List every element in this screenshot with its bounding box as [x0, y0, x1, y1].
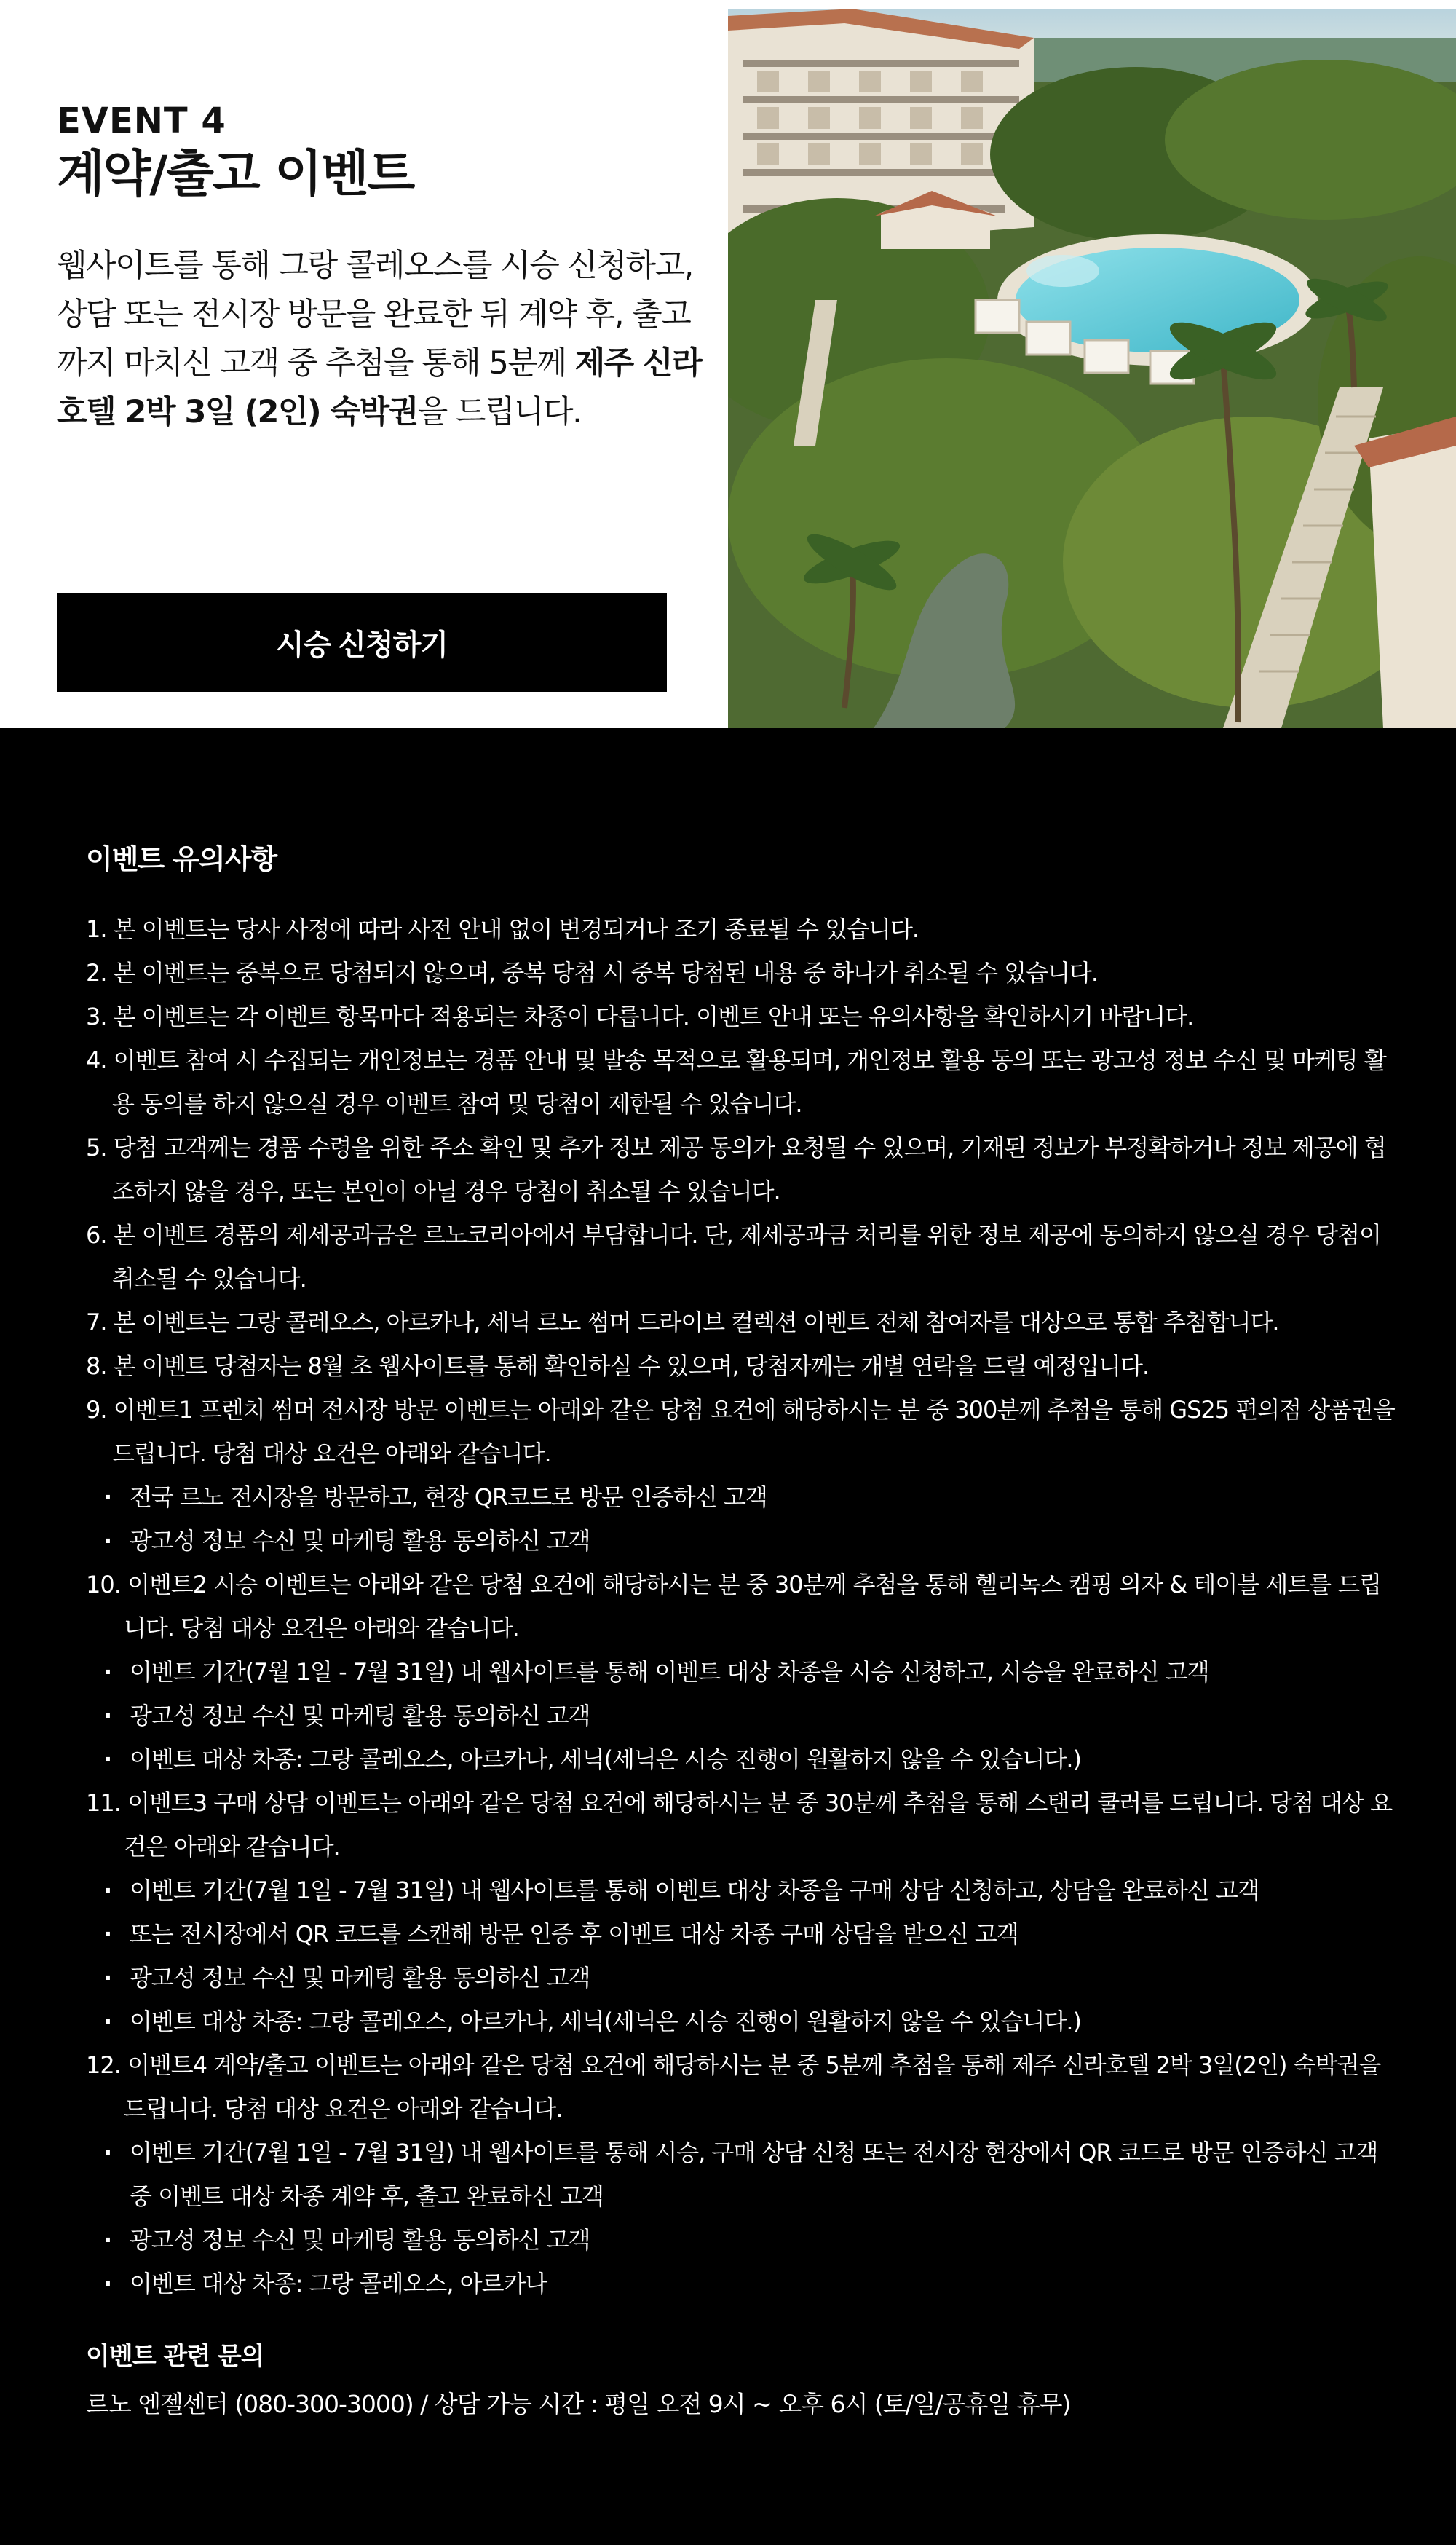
event-description — [57, 242, 712, 437]
notice-title: 이벤트 유의사항 — [86, 843, 277, 875]
notice-subitem: · 이벤트 기간(7월 1일 - 7월 31일) 내 웹사이트를 통해 이벤트 대상 차종을 구매 상담 신청하고, 상담을 완료하신 고객 — [86, 1869, 1396, 1912]
notice-subitem: · 이벤트 기간(7월 1일 - 7월 31일) 내 웹사이트를 통해 시승, 구매 상담 신청 또는 전시장 현장에서 QR 코드로 방문 인증하신 고객 중 이벤트 대상 차종 계약 후, 출고 완료하신 고객 — [86, 2131, 1396, 2218]
notice-item-7: 7. 본 이벤트는 그랑 콜레오스, 아르카나, 세닉 르노 썸머 드라이브 컬렉션 이벤트 전체 참여자를 대상으로 통합 추첨합니다. — [86, 1309, 1279, 1336]
notice-item-3: 3. 본 이벤트는 각 이벤트 항목마다 적용되는 차종이 다릅니다. 이벤트 안내 또는 유의사항을 확인하시기 바랍니다. — [86, 1003, 1194, 1030]
notice-item-10: 10. 이벤트2 시승 이벤트는 아래와 같은 당첨 요건에 해당하시는 분 중 30분께 추첨을 통해 헬리녹스 캠핑 의자 & 테이블 세트를 드립니다. 당첨 대상 요건은 아래와 같습니다. — [86, 1571, 1382, 1642]
event4-text-block — [57, 100, 712, 437]
event-title: 계약/출고 이벤트 — [57, 146, 414, 203]
contact-title: 이벤트 관련 문의 — [86, 2342, 264, 2371]
contact-info: 르노 엔젤센터 (080-300-3000) / 상담 가능 시간 : 평일 오전 9시 ~ 오후 6시 (토/일/공휴일 휴무) — [86, 2390, 1071, 2418]
event-description-part2: 을 드립니다. — [417, 394, 582, 430]
event-label: EVENT 4 — [57, 100, 226, 141]
notice-subitem: · 또는 전시장에서 QR 코드를 스캔해 방문 인증 후 이벤트 대상 차종 구매 상담을 받으신 고객 — [86, 1912, 1396, 1956]
notice-subitem: · 이벤트 대상 차종: 그랑 콜레오스, 아르카나, 세닉(세닉은 시승 진행이 원활하지 않을 수 있습니다.) — [86, 1737, 1396, 1781]
event-notice-section — [86, 839, 1396, 2428]
notice-item-12: 12. 이벤트4 계약/출고 이벤트는 아래와 같은 당첨 요건에 해당하시는 분 중 5분께 추첨을 통해 제주 신라호텔 2박 3일(2인) 숙박권을 드립니다. 당첨 대상 요건은 아래와 같습니다. — [86, 2051, 1381, 2123]
notice-list — [86, 907, 1396, 2305]
notice-subitem: · 이벤트 대상 차종: 그랑 콜레오스, 아르카나, 세닉(세닉은 시승 진행이 원활하지 않을 수 있습니다.) — [86, 2000, 1396, 2043]
notice-item-4: 4. 이벤트 참여 시 수집되는 개인정보는 경품 안내 및 발송 목적으로 활용되며, 개인정보 활용 동의 또는 광고성 정보 수신 및 마케팅 활용 동의를 하지 않으실 경우 이벤트 참여 및 당첨이 제한될 수 있습니다. — [86, 1046, 1386, 1118]
hotel-resort-photo — [728, 9, 1456, 728]
notice-item-1: 1. 본 이벤트는 당사 사정에 따라 사전 안내 없이 변경되거나 조기 종료될 수 있습니다. — [86, 915, 919, 943]
test-drive-apply-button[interactable]: 시승 신청하기 — [57, 593, 667, 692]
event-contact — [86, 2336, 1396, 2428]
notice-subitem: · 전국 르노 전시장을 방문하고, 현장 QR코드로 방문 인증하신 고객 — [86, 1475, 1396, 1519]
event-description-part1: 웹사이트를 통해 그랑 콜레오스를 시승 신청하고, 상담 또는 전시장 방문을 완료한 뒤 계약 후, 출고까지 마치신 고객 중 추첨을 통해 5분께 — [57, 248, 693, 382]
notice-item-6: 6. 본 이벤트 경품의 제세공과금은 르노코리아에서 부담합니다. 단, 제세공과금 처리를 위한 정보 제공에 동의하지 않으실 경우 당첨이 취소될 수 있습니다. — [86, 1221, 1381, 1293]
notice-item-8: 8. 본 이벤트 당첨자는 8월 초 웹사이트를 통해 확인하실 수 있으며, 당첨자께는 개별 연락을 드릴 예정입니다. — [86, 1352, 1150, 1380]
notice-subitem: · 광고성 정보 수신 및 마케팅 활용 동의하신 고객 — [86, 1519, 1396, 1563]
hotel-resort-illustration — [728, 9, 1456, 728]
notice-subitem: · 광고성 정보 수신 및 마케팅 활용 동의하신 고객 — [86, 1956, 1396, 2000]
notice-item-9: 9. 이벤트1 프렌치 썸머 전시장 방문 이벤트는 아래와 같은 당첨 요건에 해당하시는 분 중 300분께 추첨을 통해 GS25 편의점 상품권을 드립니다. 당첨 대상 요건은 아래와 같습니다. — [86, 1396, 1395, 1467]
notice-item-11: 11. 이벤트3 구매 상담 이벤트는 아래와 같은 당첨 요건에 해당하시는 분 중 30분께 추첨을 통해 스탠리 쿨러를 드립니다. 당첨 대상 요건은 아래와 같습니다. — [86, 1789, 1393, 1861]
notice-subitem: · 광고성 정보 수신 및 마케팅 활용 동의하신 고객 — [86, 2218, 1396, 2262]
notice-subitem: · 이벤트 기간(7월 1일 - 7월 31일) 내 웹사이트를 통해 이벤트 대상 차종을 시승 신청하고, 시승을 완료하신 고객 — [86, 1650, 1396, 1694]
notice-item-2: 2. 본 이벤트는 중복으로 당첨되지 않으며, 중복 당첨 시 중복 당첨된 내용 중 하나가 취소될 수 있습니다. — [86, 959, 1099, 987]
notice-subitem: · 이벤트 대상 차종: 그랑 콜레오스, 아르카나 — [86, 2262, 1396, 2305]
event-description-prize: 제주 신라호텔 2박 3일 (2인) 숙박권 — [57, 345, 702, 430]
notice-item-5: 5. 당첨 고객께는 경품 수령을 위한 주소 확인 및 추가 정보 제공 동의가 요청될 수 있으며, 기재된 정보가 부정확하거나 정보 제공에 협조하지 않을 경우, 또는 본인이 아닐 경우 당첨이 취소될 수 있습니다. — [86, 1134, 1386, 1205]
notice-subitem: · 광고성 정보 수신 및 마케팅 활용 동의하신 고객 — [86, 1694, 1396, 1737]
event4-hero — [0, 0, 1456, 728]
